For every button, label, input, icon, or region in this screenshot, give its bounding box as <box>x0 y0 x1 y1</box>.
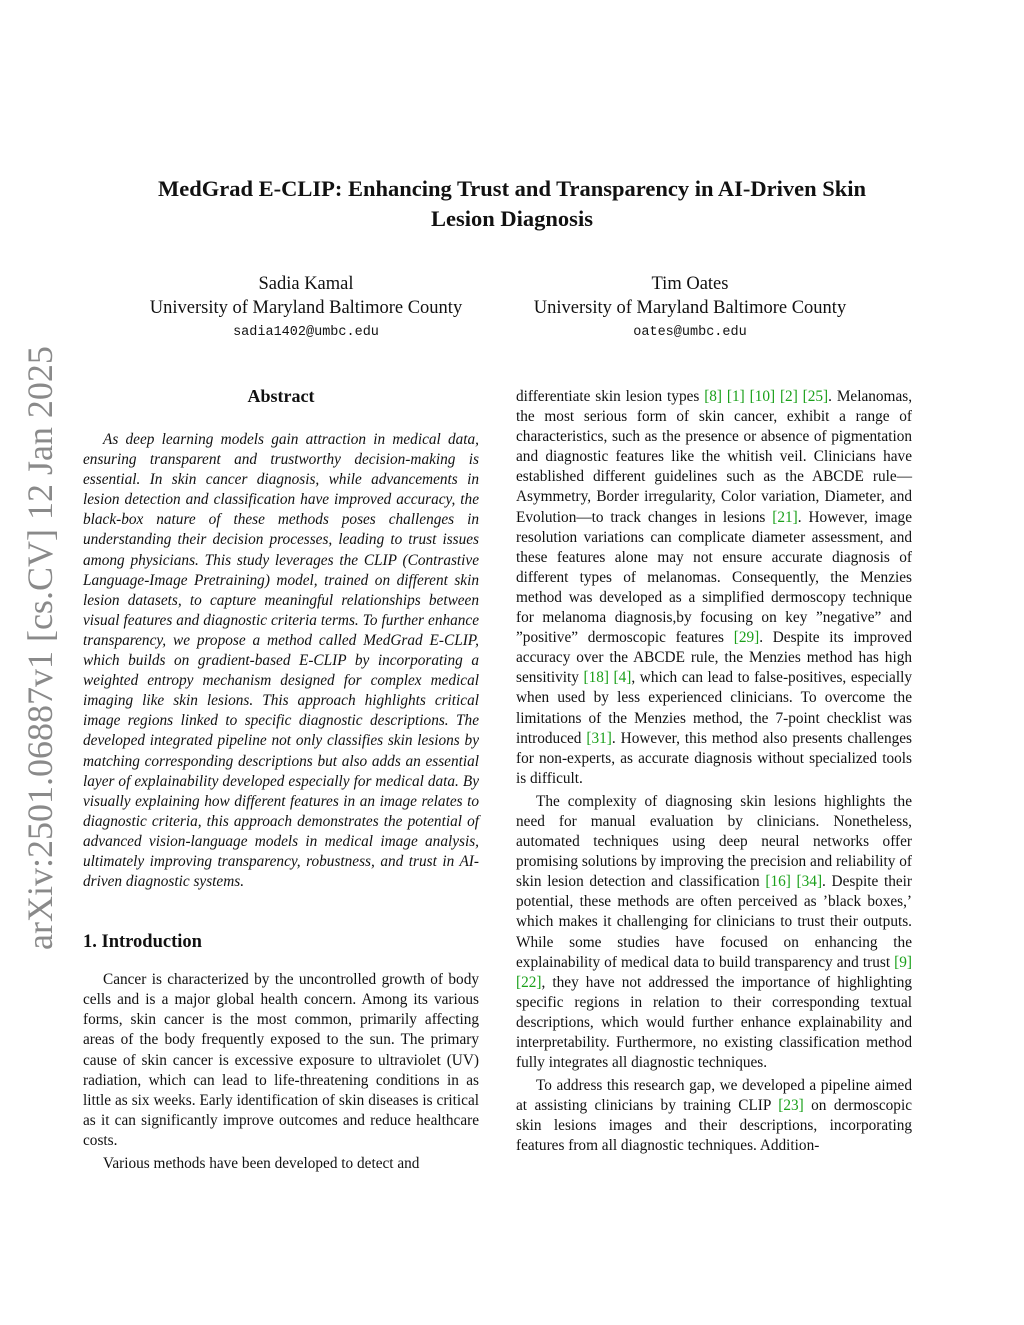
citation-link[interactable]: [4] <box>613 669 632 687</box>
left-column <box>83 384 479 1177</box>
body-paragraph <box>516 792 912 1073</box>
citation-link[interactable]: [18] <box>583 669 609 687</box>
body-text: , they have not addressed the importance of highlighting specific regions in relation to their corresponding textual descriptions, which would further enhance explainability and interpretability. Furthermore, no existing classification method fully integrates all diagnostic techniques. <box>516 973 912 1072</box>
citation-link[interactable]: [2] <box>779 388 798 405</box>
right-column <box>516 387 912 1160</box>
citation-link[interactable]: [16] <box>765 873 791 891</box>
author-email[interactable]: sadia1402@umbc.edu <box>233 325 379 340</box>
citation-link[interactable]: [25] <box>802 388 829 405</box>
body-text: . Despite their potential, these methods are often perceived as ’black boxes,’ which makes it challenging for clinicians to trust their outputs. While some studies have focused on enhancing the explainability of medical data to build transparency and trust <box>516 873 913 971</box>
body-text: differentiate skin lesion types <box>516 388 705 405</box>
author-name: Tim Oates <box>651 274 729 294</box>
body-text: , which can lead to false-positives, especially when used by less experienced clinicians. To overcome the limitations of the Menzies method, the 7-point checklist was introduced <box>516 669 912 747</box>
body-text: . However, this method also presents challenges for non-experts, as accurate diagnosis without specialized tools is difficult. <box>516 729 912 787</box>
author-name: Sadia Kamal <box>258 274 354 294</box>
author-block <box>515 272 865 346</box>
intro-paragraph: Cancer is characterized by the uncontrolled growth of body cells and is a major global health concern. Among its various forms, skin cancer is the most common, primarily affecting areas of the body frequently exposed to the sun. The primary cause of skin cancer is excessive exposure to ultraviolet (UV) radiation, which can lead to life-threatening conditions in as little as six weeks. Early identification of skin diseases is critical as it can significantly improve outcomes and reduce healthcare costs. <box>83 971 479 1149</box>
title-line: MedGrad E-CLIP: Enhancing Trust and Transparency in AI-Driven Skin <box>157 176 867 201</box>
body-text: on dermoscopic skin lesions images and their descriptions, incorporating features from all diagnostic techniques. Addition- <box>516 1097 912 1155</box>
intro-paragraph: Various methods have been developed to detect and <box>103 1155 420 1172</box>
citation-link[interactable]: [31] <box>586 729 612 747</box>
body-text: To address this research gap, we developed a pipeline aimed at assisting clinicians by training CLIP <box>516 1077 912 1115</box>
citation-link[interactable]: [29] <box>733 629 760 647</box>
author-affiliation: University of Maryland Baltimore County <box>533 298 847 318</box>
paper-title <box>80 174 944 234</box>
citation-link[interactable]: [10] <box>749 388 776 405</box>
body-text: The complexity of diagnosing skin lesions highlights the need for manual evaluation by clinicians. Nonetheless, automated techniques using deep neural networks offer promising solutions by improving the precision and reliability of skin lesion detection and classification <box>516 792 912 891</box>
body-text: . Despite its improved accuracy over the ABCDE rule, the Menzies method has high sensitivity <box>516 629 912 687</box>
author-affiliation: University of Maryland Baltimore County <box>149 298 463 318</box>
citation-link[interactable]: [23] <box>778 1097 804 1115</box>
citation-link[interactable]: [9] <box>894 953 912 971</box>
body-text: . Melanomas, the most serious form of skin cancer, exhibit a range of characteristics, such as the presence or absence of pigmentation and diagnostic features like the whitish veil. Clinicians have established different guidelines such as the ABCDE rule—Asymmetry, Border irregularity, Color variation, Diameter, and Evolution—to track changes in lesions <box>516 388 913 526</box>
body-text: . However, image resolution variations can complicate diameter assessment, and these features alone may not ensure accurate diagnosis of different types of melanomas. Consequently, the Menzies method was developed as a simplified dermoscopy technique for melanoma diagnosis,by focusing on key ”negative” and ”positive” dermoscopic features <box>516 508 912 647</box>
body-paragraph <box>516 387 912 789</box>
body-paragraph <box>516 1076 912 1156</box>
author-email[interactable]: oates@umbc.edu <box>633 325 747 340</box>
citation-link[interactable]: [34] <box>796 873 823 891</box>
arxiv-stamp: arXiv:2501.06887v1 [cs.CV] 12 Jan 2025 <box>20 346 60 950</box>
abstract-heading: Abstract <box>247 386 315 406</box>
title-line: Lesion Diagnosis <box>431 206 593 231</box>
section-heading-introduction: 1. Introduction <box>83 932 202 953</box>
citation-link[interactable]: [1] <box>726 388 745 405</box>
citation-link[interactable]: [8] <box>704 388 723 405</box>
author-block <box>125 272 487 346</box>
citation-link[interactable]: [22] <box>516 973 542 991</box>
citation-link[interactable]: [21] <box>772 508 798 526</box>
abstract-text: As deep learning models gain attraction in medical data, ensuring transparent and trustworthy decision-making is essential. In skin cancer diagnosis, while advancements in lesion detection and classification have improved accuracy, the black-box nature of these methods poses challenges in understanding their decision processes, leading to trust issues among physicians. This study leverages the CLIP (Contrastive Language-Image Pretraining) model, trained on different skin lesion datasets, to capture meaningful relationships between visual features and diagnostic criteria terms. To further enhance transparency, we propose a method called MedGrad E-CLIP, which builds on gradient-based E-CLIP by incorporating a weighted entropy mechanism designed for complex medical imaging like skin lesions. This approach highlights critical image regions linked to specific diagnostic descriptions. The developed integrated pipeline not only classifies skin lesions by matching corresponding descriptions but also adds an essential layer of explainability developed especially for medical data. By visually explaining how different features in an image relates to diagnostic criteria, this approach demonstrates the potential of advanced vision-language models in medical image analysis, ultimately improving transparency, robustness, and trust in AI-driven diagnostic systems. <box>83 431 479 891</box>
